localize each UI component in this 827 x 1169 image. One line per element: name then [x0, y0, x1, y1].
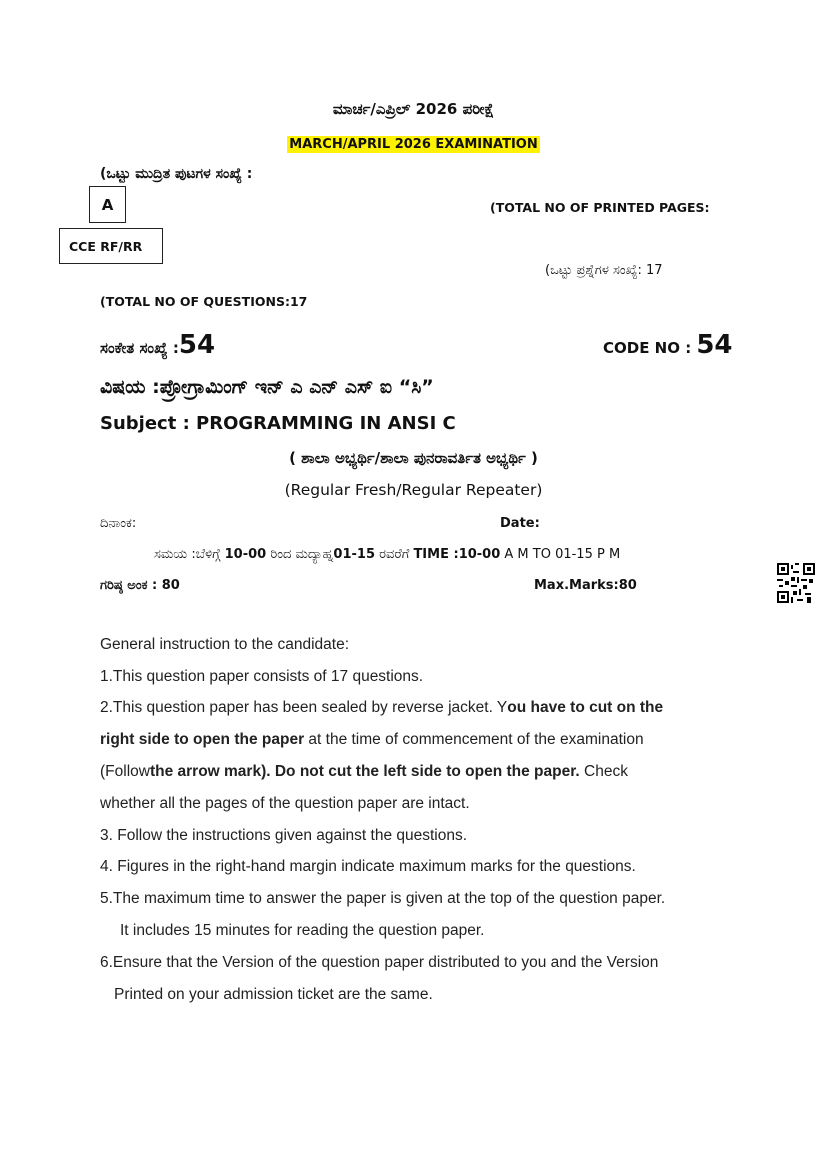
instruction-2-bold-2: right side to open the paper: [100, 731, 305, 748]
qr-code-icon: [777, 563, 815, 603]
instruction-6-line2: Printed on your admission ticket are the same.: [114, 986, 433, 1003]
max-marks-english: Max.Marks:80: [534, 578, 637, 593]
time-start-english: 10-00: [458, 547, 501, 562]
instruction-2-text-2: at the time of commencement of the examination: [304, 731, 644, 748]
version-box: [89, 186, 126, 223]
instruction-5-line1: 5.The maximum time to answer the paper is given at the top of the question paper.: [100, 890, 666, 907]
time-rest: A M TO 01-15 P M: [500, 547, 621, 562]
cce-box: [59, 228, 163, 264]
exam-time: [154, 547, 620, 562]
instruction-2-bold: ou have to cut on the: [507, 699, 664, 716]
instruction-3: 3. Follow the instructions given against the questions.: [100, 827, 468, 844]
instruction-2-line2: [100, 731, 644, 749]
date-kannada: ದಿನಾಂಕ:: [100, 516, 137, 531]
time-label: TIME :: [413, 547, 459, 562]
instruction-6-line1: 6.Ensure that the Version of the question paper distributed to you and the Version: [100, 954, 659, 971]
instruction-2-line3: [100, 763, 628, 781]
time-kannada-part2: ರಿಂದ ಮದ್ಯಾಹ್ನ: [266, 547, 334, 562]
code-kannada-value: 54: [178, 330, 216, 360]
time-kannada-part3: ರವರೆಗೆ: [374, 547, 414, 562]
instruction-2-bold-3: the arrow mark). Do not cut the left side to open the paper.: [149, 763, 580, 780]
total-questions-english: (TOTAL NO OF QUESTIONS:17: [100, 294, 308, 309]
version-letter: A: [101, 195, 114, 214]
exam-title-kannada: ಮಾರ್ಚ/ಎಪ್ರಿಲ್ 2026 ಪರೀಕ್ಷೆ: [332, 100, 495, 118]
code-english: [603, 330, 733, 360]
instruction-1: 1.This question paper consists of 17 questions.: [100, 668, 424, 685]
date-english: Date:: [500, 516, 540, 531]
time-start: 10-00: [224, 547, 267, 562]
candidate-type-english: (Regular Fresh/Regular Repeater): [284, 481, 543, 499]
printed-pages-kannada: (ಒಟ್ಟು ಮುದ್ರಿತ ಪುಟಗಳ ಸಂಖ್ಯೆ :: [100, 166, 253, 182]
instructions-heading: General instruction to the candidate:: [100, 636, 350, 653]
cce-label: CCE RF/RR: [69, 238, 143, 254]
instruction-2-text: 2.This question paper has been sealed by reverse jacket. Y: [100, 699, 508, 716]
time-kannada-part1: ಸಮಯ :ಬೆಳಿಗ್ಗೆ: [154, 547, 225, 562]
instruction-2-text-4: Check: [579, 763, 628, 780]
code-english-value: 54: [696, 330, 733, 360]
subject-english: Subject : PROGRAMMING IN ANSI C: [100, 413, 456, 434]
subject-kannada: ವಿಷಯ :ಪ್ರೋಗ್ರಾಮಿಂಗ್ ಇನ್ ಎ ಎನ್ ಎಸ್ ಐ “ಸಿ”: [100, 376, 434, 398]
instruction-2-line4: whether all the pages of the question paper are intact.: [100, 795, 470, 812]
total-questions-kannada: (ಒಟ್ಟು ಪ್ರಶ್ನೆಗಳ ಸಂಖ್ಯೆ: 17: [545, 263, 663, 278]
instruction-4: 4. Figures in the right-hand margin indicate maximum marks for the questions.: [100, 858, 636, 875]
exam-title-english: MARCH/APRIL 2026 EXAMINATION: [289, 137, 538, 152]
candidate-type-kannada: ( ಶಾಲಾ ಅಭ್ಯರ್ಥಿ/ಶಾಲಾ ಪುನರಾವರ್ತಿತ ಅಭ್ಯರ್ಥಿ ): [289, 449, 538, 467]
code-kannada: [100, 330, 215, 360]
instruction-5-line2: It includes 15 minutes for reading the question paper.: [120, 922, 485, 939]
instruction-2-line1: [100, 699, 663, 717]
max-marks-kannada: ಗರಿಷ್ಠ ಅಂಕ : 80: [100, 578, 180, 593]
instruction-2-text-3: (Follow: [100, 763, 150, 780]
time-end: 01-15: [333, 547, 375, 562]
code-english-label: CODE NO :: [603, 339, 692, 357]
code-kannada-label: ಸಂಕೇತ ಸಂಖ್ಯೆ :: [100, 339, 179, 357]
printed-pages-english: (TOTAL NO OF PRINTED PAGES:: [490, 200, 710, 215]
